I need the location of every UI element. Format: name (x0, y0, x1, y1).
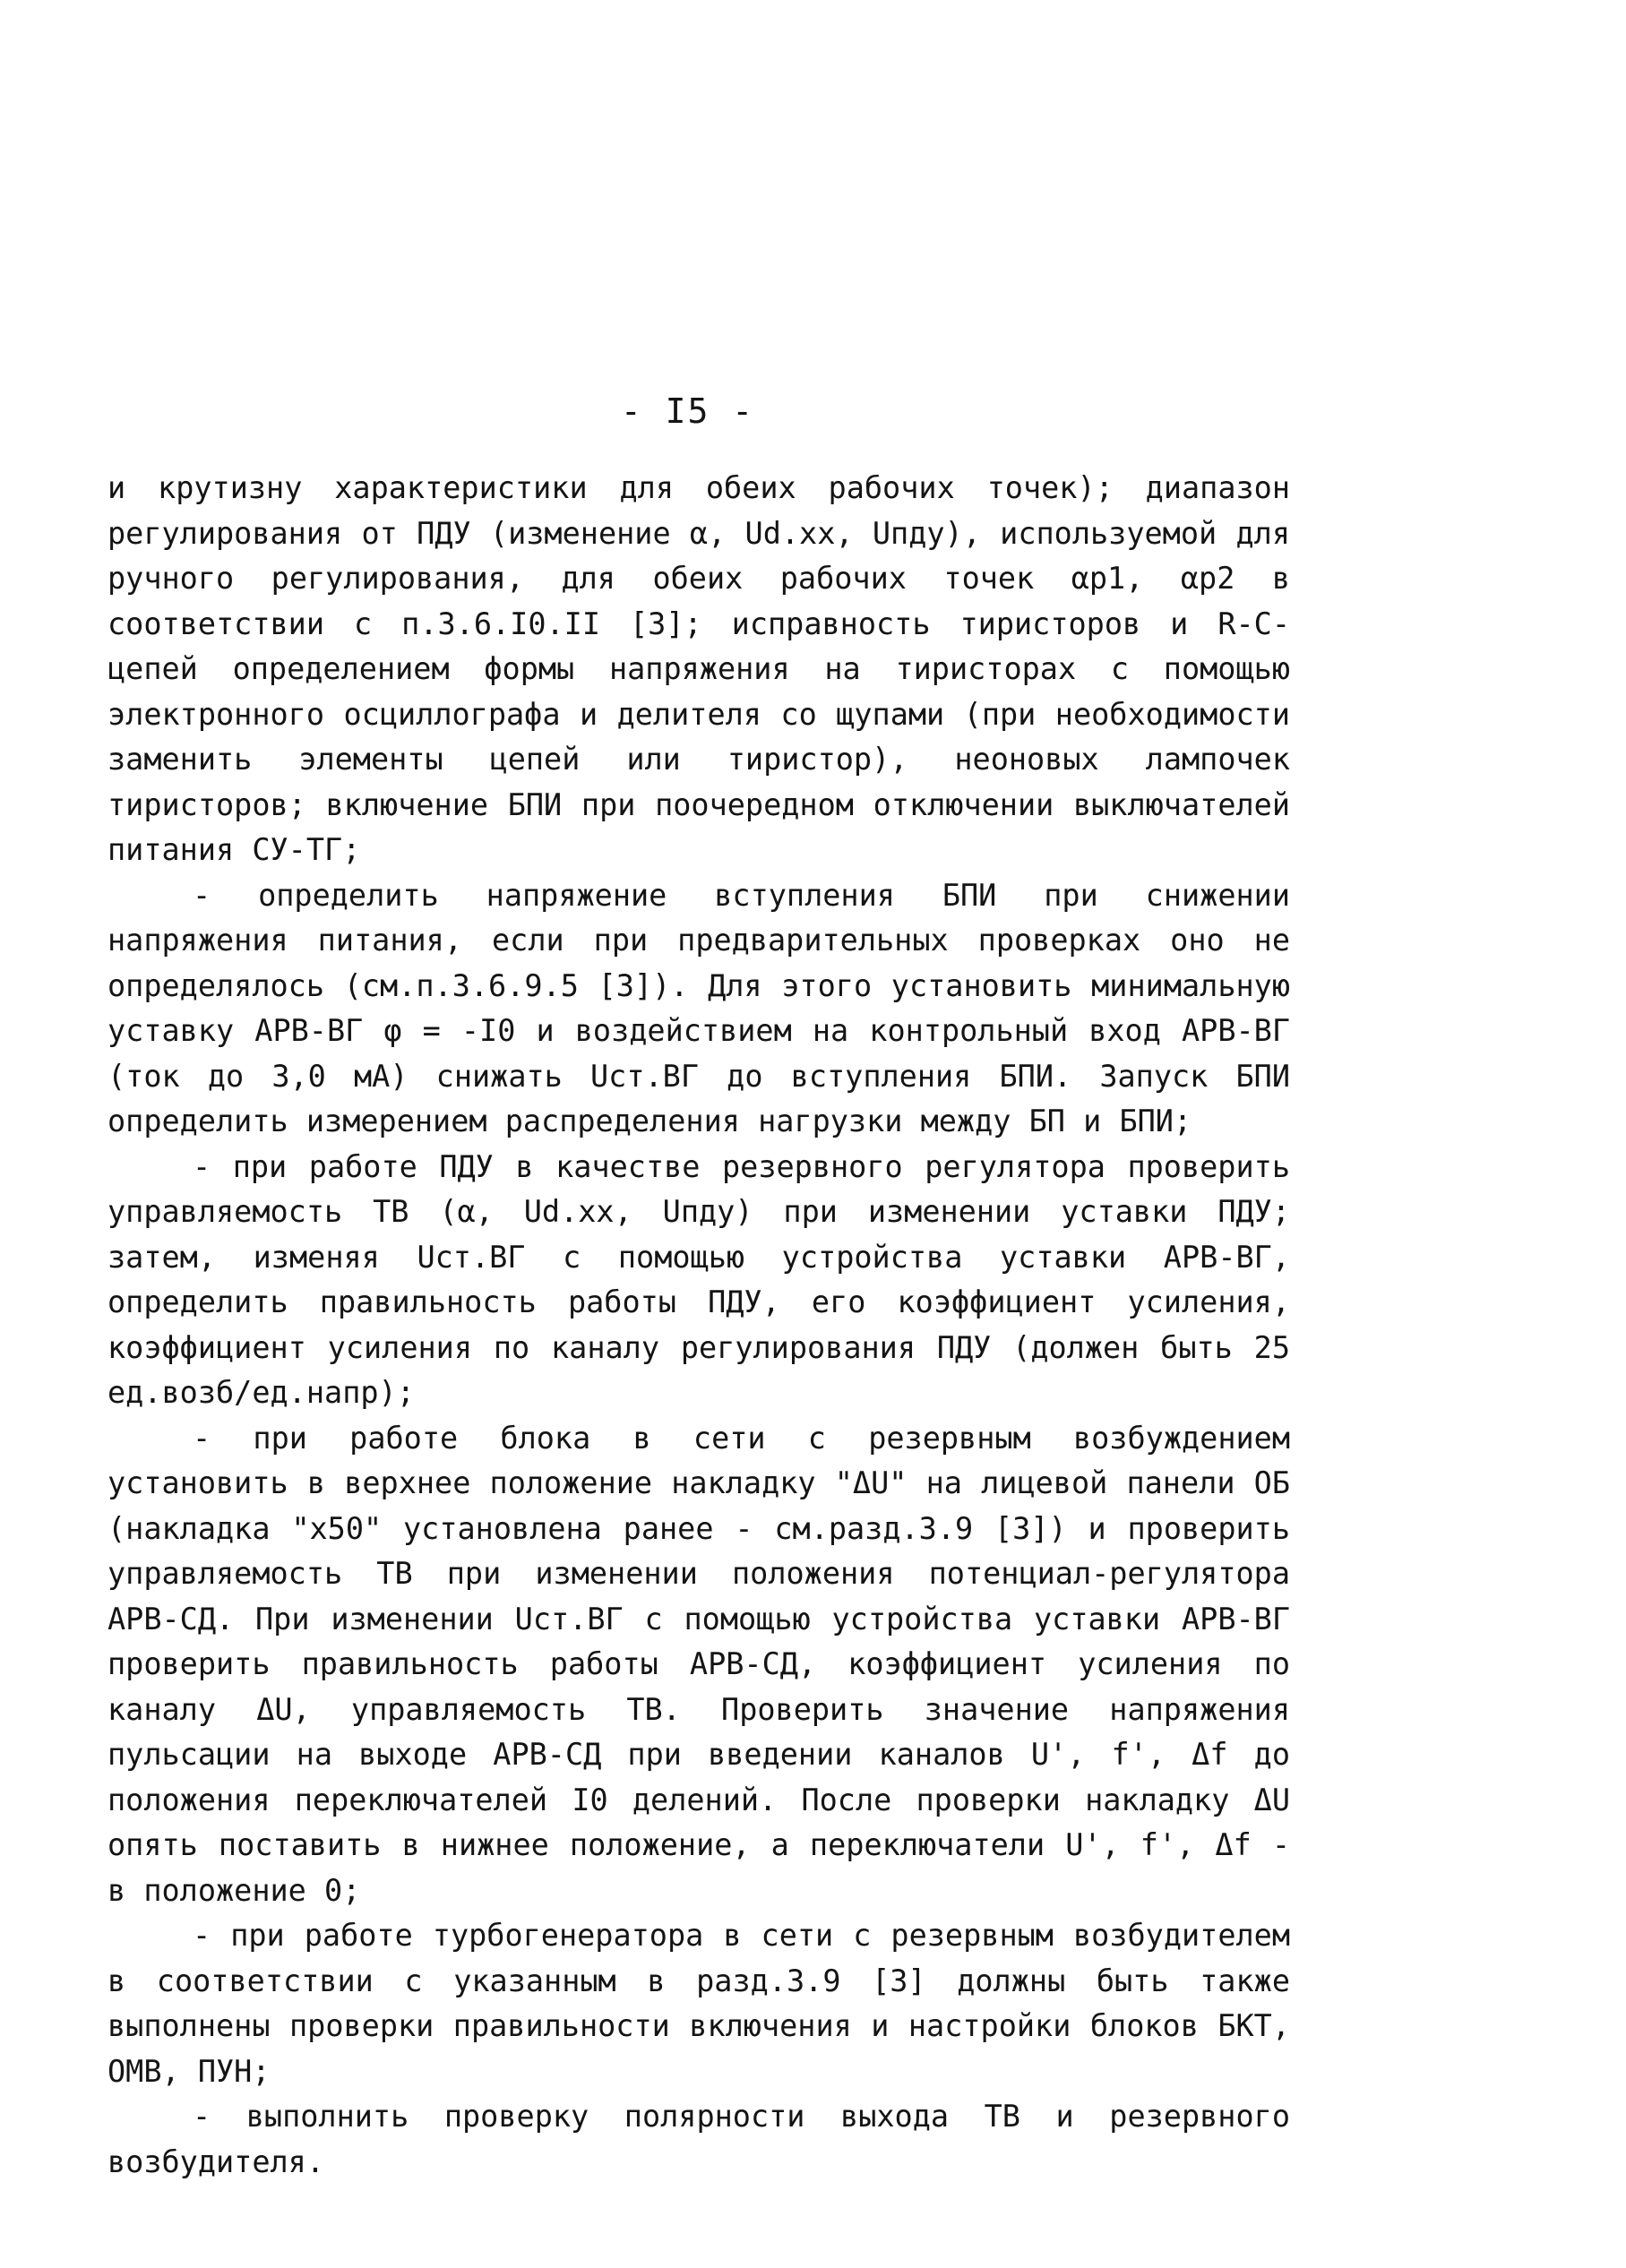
page-number: - I5 - (620, 391, 755, 431)
paragraph-pdu-check: - при работе ПДУ в качестве резервного регулятора проверить управляемость ТВ (α, Ud.xx, Uпду) при изменении уставки ПДУ; затем, изменяя Uст.ВГ с помощью устройства уставки АРВ-ВГ, определить правильность работы ПДУ, его коэффициент усиления, коэффициент усиления по каналу регулирования ПДУ (должен быть 25 ед.возб/ед.напр); (108, 1148, 1290, 1410)
paragraph-bpi-voltage: - определить напряжение вступления БПИ при снижении напряжения питания, если при предварительных проверках оно не определялось (см.п.3.6.9.5 [3]). Для этого установить минимальную уставку АРВ-ВГ φ = -I0 и воздействием на контрольный вход АРВ-ВГ (ток до 3,0 мА) снижать Uст.ВГ до вступления БПИ. Запуск БПИ определить измерением распределения нагрузки между БП и БПИ; (108, 877, 1290, 1138)
paragraph-continuation: и крутизну характеристики для обеих рабочих точек); диапазон регулирования от ПДУ (изменение α, Ud.xx, Uпду), используемой для ручного регулирования, для обеих рабочих точек αp1, αp2 в соответствии с п.3.6.I0.II [3]; исправность тиристоров и R-C-цепей определением формы напряжения на тиристорах с помощью электронного осциллографа и делителя со щупами (при необходимости заменить элементы цепей или тиристор), неоновых лампочек тиристоров; включение БПИ при поочередном отключении выключателей питания СУ-ТГ; (108, 470, 1290, 867)
paragraph-polarity: - выполнить проверку полярности выхода ТВ и резервного возбудителя. (108, 2099, 1290, 2179)
paragraph-reserve-excitation: - при работе блока в сети с резервным возбуждением установить в верхнее положение накладку "ΔU" на лицевой панели ОБ (накладка "х50" установлена ранее - см.разд.3.9 [3]) и проверить управляемость ТВ при изменении положения потенциал-регулятора АРВ-СД. При изменении Uст.ВГ с помощью устройства уставки АРВ-ВГ проверить правильность работы АРВ-СД, коэффициент усиления по каналу ΔU, управляемость ТВ. Проверить значение напряжения пульсации на выходе АРВ-СД при введении каналов U', f', Δf до положения переключателей I0 делений. После проверки накладку ΔU опять поставить в нижнее положение, а переключатели U', f', Δf - в положение 0; (108, 1420, 1290, 1908)
body-text (108, 466, 1290, 2185)
paragraph-turbogenerator: - при работе турбогенератора в сети с резервным возбудителем в соответствии с указанным в разд.3.9 [3] должны быть также выполнены проверки правильности включения и настройки блоков БКТ, ОМВ, ПУН; (108, 1918, 1290, 2089)
